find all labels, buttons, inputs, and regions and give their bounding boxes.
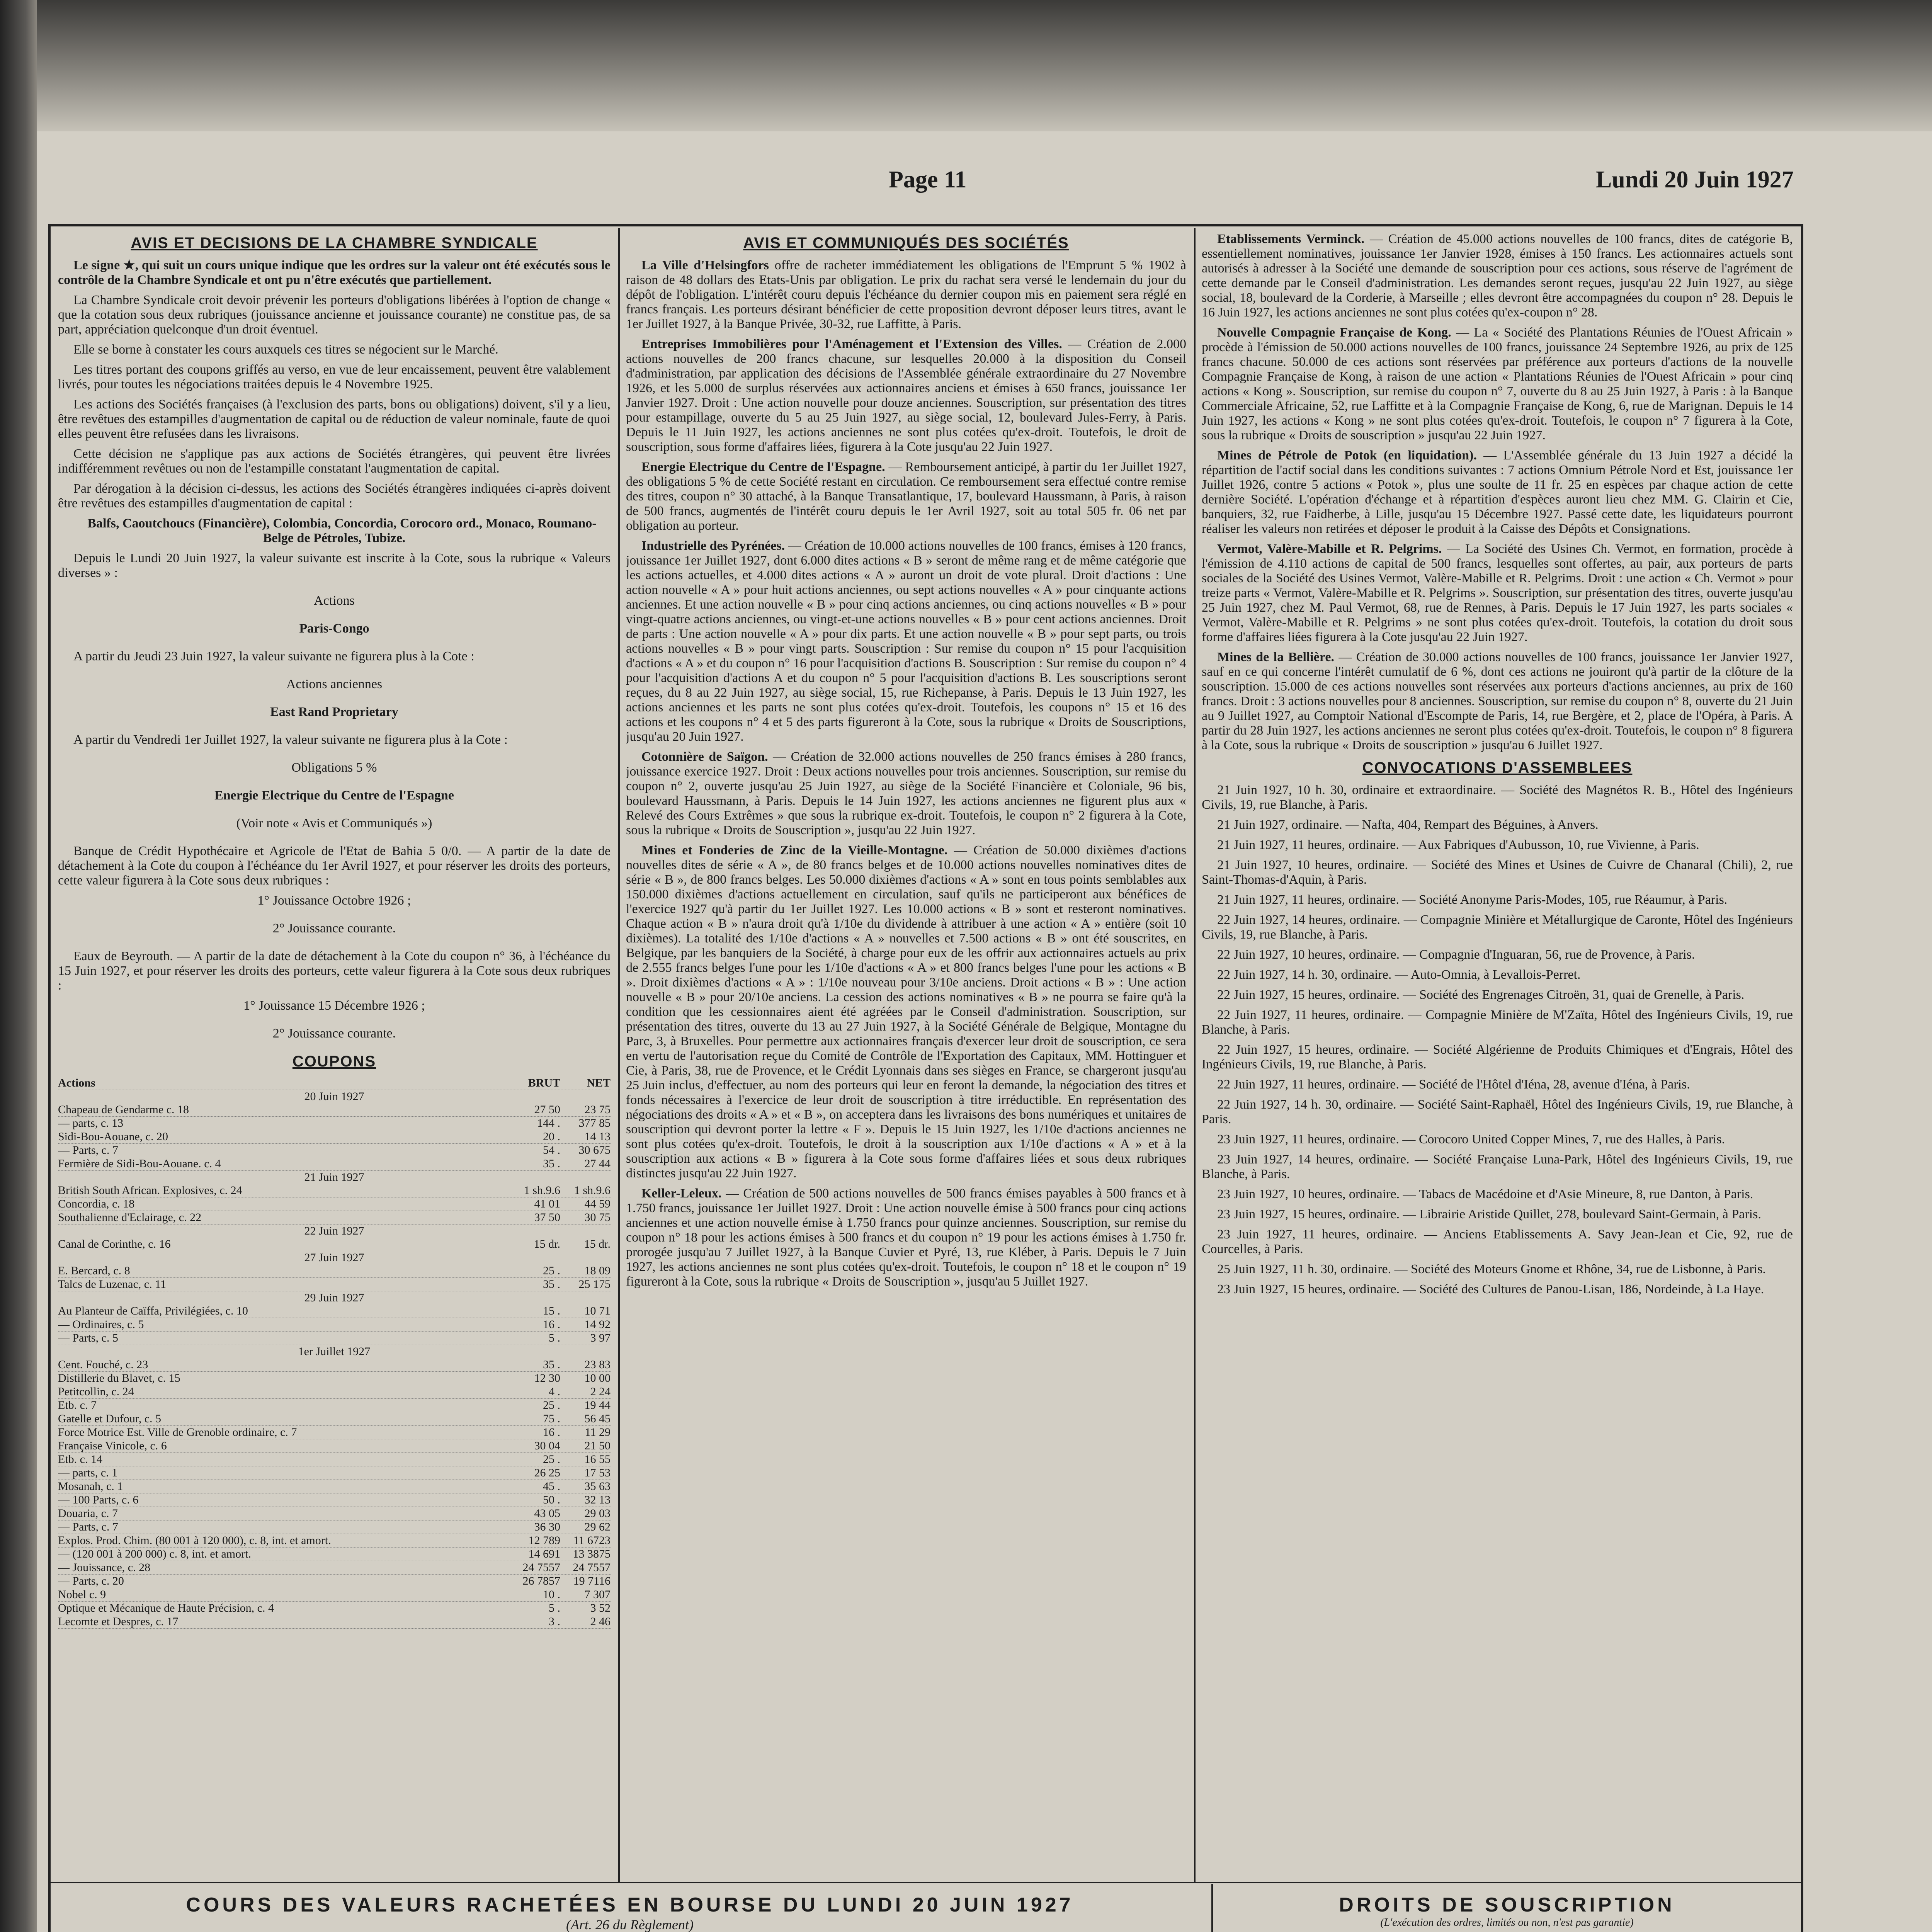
coupon-brut: 16 .	[543, 1426, 560, 1439]
coupon-net: 21 50	[584, 1439, 611, 1452]
list-item: 2° Jouissance courante.	[272, 1026, 396, 1041]
coupon-brut: 35 .	[543, 1278, 560, 1291]
coupon-row	[58, 1144, 611, 1157]
coupon-name: E. Bercard, c. 8	[58, 1264, 130, 1277]
coupon-row	[58, 1130, 611, 1144]
notice-lead: Nouvelle Compagnie Française de Kong.	[1217, 325, 1451, 340]
coupon-name: — parts, c. 13	[58, 1117, 124, 1129]
coupon-brut: 3 .	[549, 1615, 560, 1628]
notice-lead: Keller-Leleux.	[641, 1186, 722, 1201]
coupon-row	[58, 1117, 611, 1130]
coupons-head-net: NET	[587, 1077, 611, 1089]
convocations-list	[1202, 783, 1793, 1297]
notice-text: — Création de 10.000 actions nouvelles de 100 francs, émises à 120 francs, jouissance 1er Juillet 1927, dont 6.000 dites actions « B » seront de même rang et de même catégorie que les actions actuelles, et 4.000 dites actions « A » auront un droit de vote plural. Droit d'actions : Une action nouvelle « A » pour huit actions anciennes, ou sept actions nouvelles « A » pour cinquante actions anciennes. Et une action nouvelle « B » pour cinq actions anciennes, ou cinq actions nouvelles « B » pour vingt-quatre actions anciennes, ou vingt-et-une actions nouvelles « B » pour cent actions anciennes. Droit de parts : Une action nouvelle « A » pour dix parts. Et une action nouvelle « B » pour sept parts, ou trois actions nouvelles « B » pour vingt parts. Souscription : Sur remise du coupon n° 15 pour l'acquisition d'actions « A » et du coupon n° 16 pour l'acquisition d'actions B. Souscription : Sur remise du coupon n° 4 pour l'acquisition d'actions A et du coupon n° 5 pour l'acquisition d'actions B. Les souscriptions seront reçues, du 8 au 22 Juin 1927, au siège social, 15, rue Richepanse, à Paris. Depuis le 13 Juin 1927, les actions anciennes et les parts ne sont plus cotées qu'ex-droit. Toutefois, les coupons n° 15 et 16 des actions et les coupons n° 4 et 5 des parts figureront à la Cote, sous la rubrique « Droits de Souscriptions, jusqu'au 20 Juin 1927.	[626, 539, 1186, 744]
coupon-row	[58, 1575, 611, 1588]
coupon-row	[58, 1238, 611, 1251]
coupon-name: — Parts, c. 7	[58, 1144, 118, 1156]
list-item: 2° Jouissance courante.	[272, 921, 396, 935]
notice-lead: Entreprises Immobilières pour l'Aménagement et l'Extension des Villes.	[641, 337, 1062, 351]
column-avis-societes	[626, 232, 1186, 1882]
coupon-name: Douaria, c. 7	[58, 1507, 118, 1520]
page-number: Page 11	[889, 167, 967, 193]
coupon-name: Distillerie du Blavet, c. 15	[58, 1372, 180, 1384]
coupon-net: 14 13	[584, 1130, 611, 1143]
coupon-name: — Jouissance, c. 28	[58, 1561, 151, 1574]
coupon-net: 27 44	[584, 1157, 611, 1170]
notice	[626, 337, 1186, 454]
convocation-item: 21 Juin 1927, ordinaire. — Nafta, 404, Rempart des Béguines, à Anvers.	[1217, 818, 1599, 832]
coupon-brut: 12 789	[528, 1534, 560, 1547]
coupon-row	[58, 1103, 611, 1117]
coupon-name: Sidi-Bou-Aouane, c. 20	[58, 1130, 168, 1143]
coupon-row	[58, 1615, 611, 1629]
coupon-net: 29 62	[584, 1520, 611, 1533]
subheading: Obligations 5 %	[291, 760, 377, 775]
coupon-brut: 43 05	[534, 1507, 560, 1520]
paragraph: Le signe ★, qui suit un cours unique indique que les ordres sur la valeur ont été exécutés sous le contrôle de la Chambre Syndicale et ont pu n'être exécutés que partiellement.	[58, 258, 611, 287]
coupon-date: 20 Juin 1927	[304, 1090, 364, 1103]
paragraph: Cette décision ne s'applique pas aux actions de Sociétés étrangères, qui peuvent être livrées indifféremment revêtues ou non de l'estampille constatant l'augmentation de capital.	[58, 447, 611, 476]
section-title-avis-communiques: AVIS ET COMMUNIQUÉS DES SOCIÉTÉS	[743, 235, 1069, 252]
coupon-net: 25 175	[578, 1278, 611, 1291]
droits-title: DROITS DE SOUSCRIPTION	[1339, 1894, 1675, 1916]
convocation-item: 21 Juin 1927, 10 h. 30, ordinaire et extraordinaire. — Société des Magnétos R. B., Hôtel des Ingénieurs Civils, 19, rue Blanche, à Paris.	[1202, 783, 1793, 812]
coupon-net: 16 55	[584, 1453, 611, 1466]
book-spine	[0, 0, 37, 1932]
convocation-item: 23 Juin 1927, 14 heures, ordinaire. — Société Française Luna-Park, Hôtel des Ingénieurs Civils, 19, rue Blanche, à Paris.	[1202, 1152, 1793, 1181]
rachetees-title: COURS DES VALEURS RACHETÉES EN BOURSE DU LUNDI 20 JUIN 1927	[186, 1894, 1074, 1916]
coupon-net: 3 97	[590, 1332, 611, 1344]
coupon-brut: 26 25	[534, 1466, 560, 1479]
coupon-net: 17 53	[584, 1466, 611, 1479]
notice-text: offre de racheter immédiatement les obligations de l'Emprunt 5 % 1902 à raison de 48 dollars des Etats-Unis par obligation. Le prix du rachat sera versé le lendemain du jour du dépôt de l'obligation. L'intérêt couru depuis l'échéance du dernier coupon mis en paiement sera réglé en francs français. Les porteurs désirant bénéficier de cette proposition devront déposer leurs titres, avant le 1er Juillet 1927, à la Banque Privée, 30-32, rue Laffitte, à Paris.	[626, 258, 1186, 331]
coupon-date: 22 Juin 1927	[304, 1225, 364, 1237]
coupon-name: Optique et Mécanique de Haute Précision, c. 4	[58, 1602, 274, 1614]
notice-lead: Etablissements Verminck.	[1217, 232, 1365, 246]
coupon-brut: 75 .	[543, 1412, 560, 1425]
paragraph: Par dérogation à la décision ci-dessus, les actions des Sociétés étrangères indiquées ci-après doivent être revêtues des estampilles d'augmentation de capital :	[58, 481, 611, 510]
convocation-item: 23 Juin 1927, 10 heures, ordinaire. — Tabacs de Macédoine et d'Asie Mineure, 8, rue Danton, à Paris.	[1217, 1187, 1753, 1201]
coupon-brut: 24 7557	[522, 1561, 560, 1574]
coupon-row	[58, 1453, 611, 1466]
coupon-brut: 27 50	[534, 1103, 560, 1116]
paragraph: Depuis le Lundi 20 Juin 1927, la valeur suivante est inscrite à la Cote, sous la rubrique « Valeurs diverses » :	[58, 551, 611, 580]
coupon-net: 11 29	[585, 1426, 611, 1439]
coupon-net: 10 71	[584, 1304, 611, 1317]
notice-lead: Energie Electrique du Centre de l'Espagne.	[641, 460, 885, 474]
coupon-name: Gatelle et Dufour, c. 5	[58, 1412, 162, 1425]
coupon-brut: 15 .	[543, 1304, 560, 1317]
coupon-row	[58, 1548, 611, 1561]
coupon-date: 21 Juin 1927	[304, 1171, 364, 1184]
coupon-brut: 35 .	[543, 1358, 560, 1371]
coupon-row	[58, 1439, 611, 1453]
subheading: Actions	[314, 594, 355, 608]
notice	[626, 258, 1186, 332]
coupon-row	[58, 1480, 611, 1493]
coupon-net: 1 sh.9.6	[574, 1184, 611, 1197]
coupon-row	[58, 1602, 611, 1615]
coupon-row	[58, 1318, 611, 1332]
convocation-item: 22 Juin 1927, 14 h. 30, ordinaire. — Société Saint-Raphaël, Hôtel des Ingénieurs Civils, 19, rue Blanche, à Paris.	[1202, 1097, 1793, 1126]
coupon-net: 13 3875	[573, 1548, 611, 1560]
coupon-brut: 4 .	[549, 1385, 560, 1398]
notice-lead: Industrielle des Pyrénées.	[641, 539, 785, 553]
convocation-item: 25 Juin 1927, 11 h. 30, ordinaire. — Société des Moteurs Gnome et Rhône, 34, rue de Lisbonne, à Paris.	[1217, 1262, 1766, 1276]
coupon-name: Petitcollin, c. 24	[58, 1385, 134, 1398]
coupon-name: Etb. c. 7	[58, 1399, 97, 1412]
coupon-row	[58, 1372, 611, 1385]
coupon-row	[58, 1520, 611, 1534]
coupon-brut: 54 .	[543, 1144, 560, 1156]
coupon-name: Cent. Fouché, c. 23	[58, 1358, 148, 1371]
convocation-item: 22 Juin 1927, 14 h. 30, ordinaire. — Auto-Omnia, à Levallois-Perret.	[1217, 968, 1581, 982]
coupon-brut: 50 .	[543, 1493, 560, 1506]
rachetees-block	[58, 1893, 1202, 1932]
coupon-name: — Parts, c. 5	[58, 1332, 118, 1344]
coupon-brut: 16 .	[543, 1318, 560, 1331]
coupon-row	[58, 1332, 611, 1345]
coupon-net: 30 675	[578, 1144, 611, 1156]
coupon-name: Canal de Corinthe, c. 16	[58, 1238, 171, 1250]
coupon-brut: 14 691	[528, 1548, 560, 1560]
coupon-brut: 12 30	[534, 1372, 560, 1384]
coupon-net: 10 00	[584, 1372, 611, 1384]
coupon-brut: 45 .	[543, 1480, 560, 1493]
column-chambre-syndicale	[58, 232, 611, 1882]
notice-text: — La Société des Usines Ch. Vermot, en formation, procède à l'émission de 4.110 actions de capital de 500 francs, lesquelles sont offertes, au pair, aux porteurs de parts sociales de la Société des Usines Vermot, Valère-Mabille et R. Pelgrims. Droit : une action « Ch. Vermot » pour treize parts « Vermot, Valère-Mabille et R. Pelgrims ». Souscription, sur présentation des titres, ouverte jusqu'au 25 Juin 1927, chez M. Paul Vermot, 68, rue de Rennes, à Paris. Depuis le 17 Juin 1927, les parts sociales « Vermot, Valère-Mabille et R. Pelgrims » ne sont plus cotées qu'ex-droit. Toutefois, la cotation du droit sous forme d'affaires liées figurera à la Cote jusqu'au 22 Juin 1927.	[1202, 542, 1793, 644]
coupon-brut: 36 30	[534, 1520, 560, 1533]
coupon-row	[58, 1588, 611, 1602]
notice-text: — Création de 2.000 actions nouvelles de 200 francs chacune, sur lesquelles 20.000 à la disposition du Conseil d'administration, par application des décisions de l'Assemblée générale extraordinaire du 27 Novembre 1926, et les 5.000 de surplus réservées aux actionnaires anciens et émises à 650 francs, jouissance 1er Janvier 1927. Droit : Une action nouvelle pour douze anciennes. Souscription, sur présentation des titres pour estampillage, ouverte du 5 au 25 Juin 1927, au siège social, 12, boulevard Jules-Ferry, à Paris. Depuis le 11 Juin 1927, les actions anciennes ne sont plus cotées qu'ex-droit. Toutefois, le droit de souscription, sous forme d'affaires liées, figurera à la Cote jusqu'au 22 Juin 1927.	[626, 337, 1186, 454]
coupon-name: Lecomte et Despres, c. 17	[58, 1615, 179, 1628]
notice	[626, 539, 1186, 744]
coupons-list	[58, 1090, 611, 1629]
notice	[1202, 448, 1793, 536]
coupon-row	[58, 1304, 611, 1318]
section-title-convocations: CONVOCATIONS D'ASSEMBLEES	[1362, 759, 1633, 776]
coupon-name: — 100 Parts, c. 6	[58, 1493, 139, 1506]
convocation-item: 21 Juin 1927, 10 heures, ordinaire. — Société des Mines et Usines de Cuivre de Chanaral (Chili), 2, rue Saint-Thomas-d'Aquin, à Paris.	[1202, 858, 1793, 887]
coupon-brut: 37 50	[534, 1211, 560, 1224]
notice	[626, 460, 1186, 533]
page-top-shadow	[37, 0, 1932, 131]
coupon-net: 2 46	[590, 1615, 611, 1628]
notice	[1202, 650, 1793, 753]
paragraph: Eaux de Beyrouth. — A partir de la date de détachement à la Cote du coupon n° 36, à l'échéance du 15 Juin 1927, et pour réserver les droits des porteurs, cette valeur figurera à la Cote sous deux rubriques :	[58, 949, 611, 993]
column-rule-2	[1194, 228, 1196, 1882]
convocation-item: 23 Juin 1927, 15 heures, ordinaire. — Société des Cultures de Panou-Lisan, 186, Nordeinde, à La Haye.	[1217, 1282, 1764, 1296]
convocation-item: 21 Juin 1927, 11 heures, ordinaire. — Société Anonyme Paris-Modes, 105, rue Réaumur, à Paris.	[1217, 893, 1728, 907]
notices-list	[1202, 232, 1793, 753]
coupon-name: Etb. c. 14	[58, 1453, 102, 1466]
coupon-date: 1er Juillet 1927	[298, 1345, 371, 1358]
notice	[626, 750, 1186, 838]
paragraph: La Chambre Syndicale croit devoir prévenir les porteurs d'obligations libérées à l'option de change « que la cotation sous deux rubriques (jouissance ancienne et jouissance courante) ne constitue pas, de sa part, appréciation quelconque d'un droit éventuel.	[58, 293, 611, 337]
notice-text: — Création de 500 actions nouvelles de 500 francs émises payables à 500 francs et à 1.750 francs, jouissance 1er Juillet 1927. Droit : Une action nouvelle émise à 500 francs pour cinq actions anciennes et une action nouvelle émise à 1.750 francs pour quinze anciennes. Souscription, sur remise du coupon n° 18 pour les actions émises à 500 francs et du coupon n° 19 pour les actions émises à 1.750 fr. prorogée jusqu'au 7 Juillet 1927, à la Banque Cuvier et Pyré, 13, rue Kléber, à Paris. Depuis le 7 Juin 1927, les actions anciennes ne sont plus cotées qu'ex-droit. Toutefois, le coupon n° 18 et le coupon n° 19 figureront à la Cote, sous la rubrique « Droits de Souscription », jusqu'au 5 Juillet 1927.	[626, 1186, 1186, 1289]
coupon-net: 32 13	[584, 1493, 611, 1506]
coupon-name: Mosanah, c. 1	[58, 1480, 123, 1493]
coupon-row	[58, 1157, 611, 1171]
coupon-brut: 35 .	[543, 1157, 560, 1170]
notice-lead: Mines de Pétrole de Potok (en liquidation).	[1217, 448, 1477, 463]
coupon-brut: 10 .	[543, 1588, 560, 1601]
coupon-row	[58, 1211, 611, 1225]
notices-list	[626, 258, 1186, 1289]
notice	[626, 1186, 1186, 1289]
section-title-avis-decisions: AVIS ET DECISIONS DE LA CHAMBRE SYNDICALE	[131, 235, 538, 252]
coupon-brut: 5 .	[549, 1332, 560, 1344]
notice-text: — La « Société des Plantations Réunies de l'Ouest Africain » procède à l'émission de 50.000 actions nouvelles de 100 francs, jouissance 24 Septembre 1926, au prix de 125 francs chacune. 50.000 de ces actions sont réservées par préférence aux porteurs d'actions de la nouvelle Compagnie Française de Kong, à raison de une action « Plantations Réunies de l'Ouest Africain » pour cinq actions « Kong ». Souscription, sur remise du coupon n° 7, ouverte du 8 au 25 Juin 1927, à Paris : à la Banque Commerciale Africaine, 52, rue Laffitte et à la Compagnie Française de Kong, 6, rue de Marignan. Depuis le 14 Juin 1927, les actions « Kong » ne sont plus cotées qu'ex-droit. Toutefois, le coupon n° 7 figurera à la Cote, sous la rubrique « Droits de souscription » jusqu'au 22 Juin 1927.	[1202, 325, 1793, 442]
column-rule-1	[618, 228, 620, 1882]
rachetees-subtitle: (Art. 26 du Règlement)	[566, 1917, 694, 1932]
coupon-row	[58, 1466, 611, 1480]
note: (Voir note « Avis et Communiqués »)	[236, 816, 432, 830]
coupon-row	[58, 1399, 611, 1412]
security-name: East Rand Proprietary	[270, 705, 398, 719]
coupon-name: Explos. Prod. Chim. (80 001 à 120 000), c. 8, int. et amort.	[58, 1534, 331, 1547]
coupon-name: — Parts, c. 20	[58, 1575, 124, 1587]
column-rule-droits	[1211, 1884, 1213, 1932]
paragraph: Les actions des Sociétés françaises (à l'exclusion des parts, bons ou obligations) doivent, s'il y a lieu, être revêtues des estampilles d'augmentation de capital ou de réduction de valeur nominale, faute de quoi elles peuvent être refusées dans les livraisons.	[58, 397, 611, 441]
paragraph: Elle se borne à constater les cours auxquels ces titres se négocient sur le Marché.	[73, 342, 498, 357]
security-name: Energie Electrique du Centre de l'Espagne	[214, 788, 454, 803]
droits-block	[1221, 1893, 1793, 1932]
convocation-item: 22 Juin 1927, 15 heures, ordinaire. — Société des Engrenages Citroën, 31, quai de Grenelle, à Paris.	[1217, 988, 1745, 1002]
coupon-row	[58, 1264, 611, 1278]
section-divider	[48, 1882, 1801, 1883]
droits-subtitle: (L'exécution des ordres, limités ou non, n'est pas garantie)	[1380, 1917, 1634, 1929]
coupon-net: 18 09	[584, 1264, 611, 1277]
convocation-item: 22 Juin 1927, 15 heures, ordinaire. — Société Algérienne de Produits Chimiques et d'Engrais, Hôtel des Ingénieurs Civils, 19, rue Blanche, à Paris.	[1202, 1043, 1793, 1071]
coupon-brut: 26 7857	[522, 1575, 560, 1587]
coupon-brut: 25 .	[543, 1399, 560, 1412]
coupon-name: Southalienne d'Eclairage, c. 22	[58, 1211, 202, 1224]
notice-text: — Création de 50.000 dixièmes d'actions nouvelles dites de série « A », de 80 francs belges et de 10.000 actions nouvelles nominatives dites de série « B », de 800 francs belges. Les 50.000 dixièmes d'actions « A » sont en tous points semblables aux 150.000 dixièmes d'actions actuellement en circulation, sauf qu'ils ne participeront aux bénéfices de l'exercice 1927 qu'à partir du 1er Juillet 1927. Les 10.000 actions « B » sont et resteront nominatives. Chaque action « B » n'aura droit qu'à 1/10e du dividende à attribuer à une action « A » entière (soit 10 dixièmes). La totalité des 1/10e d'actions « A » nouvelles et 7.500 actions « B » ont été souscrites, en Belgique, par les banquiers de la Société, à charge pour eux de les offrir aux actionnaires actuels au prix de 2.555 francs belges l'une pour les 1/10e d'actions « A » et 800 francs belges l'une pour les actions « B ». Droit dixièmes d'actions « A » : 1/10e nouveau pour 3/10e anciens. Droit actions « B » : Une action nouvelle « B » pour 20/10e anciens. La cession des actions nominatives « B » ne pourra se faire qu'à la condition que les cessionnaires aient été agréées par le Conseil d'administration. Souscription, sur présentation des titres, ouverte du 13 au 27 Juin 1927, à la Société Générale de Belgique, Montagne du Parc, 3, à Bruxelles. Pour permettre aux actionnaires français d'exercer leur droit de souscription, ce sera en vertu de l'autorisation reçue du Comité de Contrôle de l'Exportation des Capitaux, MM. Hottinguer et Cie, à Paris, 38, rue de Provence, et le Crédit Lyonnais dans ses sièges en France, se chargeront jusqu'au 25 Juin inclus, d'effectuer, au nom des porteurs qui leur en feront la demande, la négociation des titres et fonds nécessaires à l'exercice de leur droit de souscription à titre irréductible. En représentation des négociations des droits « A » et « B », on acceptera dans les livraisons des bons numériques et unitaires de souscription qui devront porter la lettre « F ». Depuis le 15 Juin 1927, les 1/10e d'actions anciennes ne sont plus cotées qu'ex-droit. Toutefois, le droit à la souscription aux 1/10e d'actions « A » et à la souscription aux actions « B » figurera à la Cote sous forme d'affaires liées et sous deux rubriques distinctes jusqu'au 22 Juin 1927.	[626, 843, 1186, 1180]
coupon-row	[58, 1534, 611, 1548]
coupon-net: 56 45	[584, 1412, 611, 1425]
coupon-net: 23 75	[584, 1103, 611, 1116]
coupons-head-actions: Actions	[58, 1077, 95, 1089]
coupon-date: 29 Juin 1927	[304, 1291, 364, 1304]
coupon-name: — Parts, c. 7	[58, 1520, 118, 1533]
paragraph: A partir du Vendredi 1er Juillet 1927, la valeur suivante ne figurera plus à la Cote :	[73, 733, 508, 747]
coupons-header	[58, 1077, 611, 1090]
coupon-date: 27 Juin 1927	[304, 1251, 364, 1264]
coupon-name: Concordia, c. 18	[58, 1197, 135, 1210]
notice-text: — Remboursement anticipé, à partir du 1er Juillet 1927, des obligations 5 % de cette Société restant en circulation. Ce remboursement sera effectué contre remise des titres, coupon n° 30 attaché, à la Banque Transatlantique, 17, boulevard Haussmann, à Paris, à raison de 500 francs, augmentés de l'intérêt couru depuis le 1er Avril 1927, soit au total 505 fr. 06 net par obligation au porteur.	[626, 460, 1186, 533]
coupon-brut: 30 04	[534, 1439, 560, 1452]
convocation-item: 23 Juin 1927, 11 heures, ordinaire. — Anciens Etablissements A. Savy Jean-Jean et Cie, 92, rue de Courcelles, à Paris.	[1202, 1227, 1793, 1256]
notice-lead: La Ville d'Helsingfors	[641, 258, 769, 272]
section-title-coupons: COUPONS	[292, 1053, 376, 1070]
notice-text: — Création de 30.000 actions nouvelles de 100 francs, jouissance 1er Janvier 1927, sauf en ce qui concerne l'intérêt cumulatif de 6 %, dont ces actions ne jouiront qu'à partir de la clôture de la souscription. 15.000 de ces actions nouvelles sont réservées aux porteurs d'actions anciennes, au prix de 160 francs. Droit : 3 actions nouvelles pour 8 anciennes. Souscription, sur remise du coupon n° 8, ouverte du 21 Juin au 9 Juillet 1927, au Comptoir National d'Escompte de Paris, 14, rue Bergère, et 2, place de l'Opéra, à Paris. A partir du 28 Juin 1927, les actions anciennes ne seront plus cotées qu'ex-droit. Toutefois, le coupon n° 8 figurera à la Cote, sous la rubrique « Droits de souscription » jusqu'au 6 Juillet 1927.	[1202, 650, 1793, 752]
notice	[1202, 325, 1793, 443]
coupon-brut: 15 dr.	[534, 1238, 560, 1250]
notice-text: — Création de 45.000 actions nouvelles de 100 francs, dites de catégorie B, essentiellement nominatives, jouissance 1er Janvier 1928, émises à 150 francs. Les actionnaires actuels sont autorisés à adresser à la Société une demande de souscription pour ces actions, sous réserve de l'agrément de cette demande par le Conseil d'administration. Les demandes seront reçues, jusqu'au 22 Juin 1927, au siège social, 18, boulevard de la Corderie, à Marseille ; elles devront être accompagnées du coupon n° 28. Depuis le 16 Juin 1927, les actions anciennes ne sont plus cotées qu'ex-coupon n° 28.	[1202, 232, 1793, 320]
notice	[1202, 232, 1793, 320]
convocation-item: 23 Juin 1927, 11 heures, ordinaire. — Corocoro United Copper Mines, 7, rue des Halles, à Paris.	[1217, 1132, 1725, 1146]
page-date: Lundi 20 Juin 1927	[1596, 167, 1794, 193]
notice-lead: Mines de la Bellière.	[1217, 650, 1334, 664]
coupon-row	[58, 1507, 611, 1520]
coupon-net: 29 03	[584, 1507, 611, 1520]
notice-text: — L'Assemblée générale du 13 Juin 1927 a décidé la répartition de l'actif social dans les conditions suivantes : 7 actions Omnium Pétrole Nord et Est, jouissance 1er Juillet 1926, contre 5 actions « Potok », plus une soulte de 11 fr. 25 en espèces par chaque action de cette dernière Société. L'opération d'échange et à répartition d'espèces auront lieu chez MM. G. Clairin et Cie, banquiers, 32, rue Faidherbe, à Lille, jusqu'au 15 Décembre 1927. Passé cette date, les liquidateurs pourront réaliser les valeurs non retirées et déposer le produit à la Caisse des Dépôts et Consignations.	[1202, 448, 1793, 536]
coupon-net: 3 52	[590, 1602, 611, 1614]
coupon-row	[58, 1278, 611, 1291]
coupon-name: Chapeau de Gendarme c. 18	[58, 1103, 189, 1116]
column-societes-convocations	[1202, 232, 1793, 1882]
coupon-net: 24 7557	[573, 1561, 611, 1574]
notice-lead: Vermot, Valère-Mabille et R. Pelgrims.	[1217, 542, 1442, 556]
coupon-brut: 1 sh.9.6	[524, 1184, 560, 1197]
coupon-net: 23 83	[584, 1358, 611, 1371]
coupon-row	[58, 1197, 611, 1211]
convocation-item: 22 Juin 1927, 11 heures, ordinaire. — Compagnie Minière de M'Zaïta, Hôtel des Ingénieurs Civils, 19, rue Blanche, à Paris.	[1202, 1008, 1793, 1037]
notice-lead: Mines et Fonderies de Zinc de la Vieille-Montagne.	[641, 843, 948, 857]
coupon-net: 30 75	[584, 1211, 611, 1224]
list-item: 1° Jouissance 15 Décembre 1926 ;	[243, 998, 425, 1013]
convocation-item: 22 Juin 1927, 14 heures, ordinaire. — Compagnie Minière et Métallurgique de Caronte, Hôtel des Ingénieurs Civils, 19, rue Blanche, à Paris.	[1202, 913, 1793, 942]
coupon-name: Fermière de Sidi-Bou-Aouane. c. 4	[58, 1157, 221, 1170]
coupon-name: — Ordinaires, c. 5	[58, 1318, 144, 1331]
coupon-row	[58, 1426, 611, 1439]
paragraph: A partir du Jeudi 23 Juin 1927, la valeur suivante ne figurera plus à la Cote :	[73, 649, 474, 663]
paragraph: Les titres portant des coupons griffés au verso, en vue de leur encaissement, peuvent être valablement livrés, pour toutes les négociations traitées depuis le 4 Novembre 1925.	[58, 362, 611, 391]
convocation-item: 23 Juin 1927, 15 heures, ordinaire. — Librairie Aristide Quillet, 278, boulevard Saint-Germain, à Paris.	[1217, 1207, 1761, 1221]
security-name: Paris-Congo	[299, 621, 369, 636]
paragraph: Banque de Crédit Hypothécaire et Agricole de l'Etat de Bahia 5 0/0. — A partir de la date de détachement à la Cote du coupon à l'échéance du 1er Avril 1927, et pour réserver les droits des porteurs, cette valeur figurera à la Cote sous deux rubriques :	[58, 844, 611, 888]
notice	[626, 843, 1186, 1181]
coupon-net: 19 7116	[573, 1575, 611, 1587]
coupons-head-brut: BRUT	[528, 1077, 560, 1089]
coupon-row	[58, 1184, 611, 1197]
coupon-name: Nobel c. 9	[58, 1588, 106, 1601]
coupon-row	[58, 1493, 611, 1507]
coupon-net: 44 59	[584, 1197, 611, 1210]
coupon-brut: 25 .	[543, 1264, 560, 1277]
coupon-net: 35 63	[584, 1480, 611, 1493]
list-item: 1° Jouissance Octobre 1926 ;	[257, 893, 411, 908]
paragraph: Balfs, Caoutchoucs (Financière), Colombia, Concordia, Corocoro ord., Monaco, Roumano-Belge de Pétroles, Tubize.	[87, 516, 597, 545]
coupon-net: 7 307	[584, 1588, 611, 1601]
coupon-name: — (120 001 à 200 000) c. 8, int. et amort.	[58, 1548, 251, 1560]
coupon-name: British South African. Explosives, c. 24	[58, 1184, 242, 1197]
coupon-net: 377 85	[578, 1117, 611, 1129]
coupon-brut: 41 01	[534, 1197, 560, 1210]
coupon-net: 14 92	[584, 1318, 611, 1331]
subheading: Actions anciennes	[286, 677, 383, 691]
coupon-name: — parts, c. 1	[58, 1466, 118, 1479]
coupon-name: Française Vinicole, c. 6	[58, 1439, 167, 1452]
coupon-name: Force Motrice Est. Ville de Grenoble ordinaire, c. 7	[58, 1426, 297, 1439]
coupon-brut: 5 .	[549, 1602, 560, 1614]
convocation-item: 22 Juin 1927, 10 heures, ordinaire. — Compagnie d'Inguaran, 56, rue de Provence, à Paris.	[1217, 947, 1695, 962]
coupon-row	[58, 1358, 611, 1372]
coupon-row	[58, 1561, 611, 1575]
coupon-row	[58, 1412, 611, 1426]
coupon-row	[58, 1385, 611, 1399]
coupon-brut: 20 .	[543, 1130, 560, 1143]
notice	[1202, 542, 1793, 645]
coupon-name: Talcs de Luzenac, c. 11	[58, 1278, 166, 1291]
convocation-item: 22 Juin 1927, 11 heures, ordinaire. — Société de l'Hôtel d'Iéna, 28, avenue d'Iéna, à Paris.	[1217, 1077, 1690, 1092]
coupon-brut: 25 .	[543, 1453, 560, 1466]
coupon-net: 19 44	[584, 1399, 611, 1412]
coupon-name: Au Planteur de Caïffa, Privilégiées, c. 10	[58, 1304, 248, 1317]
notice-text: — Création de 32.000 actions nouvelles de 250 francs émises à 280 francs, jouissance exercice 1927. Droit : Deux actions nouvelles pour trois anciennes. Souscription, sur remise du coupon n° 2, ouverte jusqu'au 25 Juin 1927, au siège de la Société Financière et Coloniale, 96 bis, boulevard Haussmann, à Paris. Depuis le 14 Juin 1927, les actions anciennes ne figurent plus aux « Relevé des Cours Extrêmes » que sous la rubrique ex-droit. Toutefois, le coupon n° 2 figurera à la Cote, sous la rubrique « Droits de Souscription », jusqu'au 22 Juin 1927.	[626, 750, 1186, 837]
coupon-brut: 144 .	[537, 1117, 560, 1129]
coupon-net: 15 dr.	[584, 1238, 611, 1250]
convocation-item: 21 Juin 1927, 11 heures, ordinaire. — Aux Fabriques d'Aubusson, 10, rue Vivienne, à Paris.	[1217, 838, 1699, 852]
coupon-net: 11 6723	[573, 1534, 611, 1547]
notice-lead: Cotonnière de Saïgon.	[641, 750, 768, 764]
coupon-net: 2 24	[590, 1385, 611, 1398]
